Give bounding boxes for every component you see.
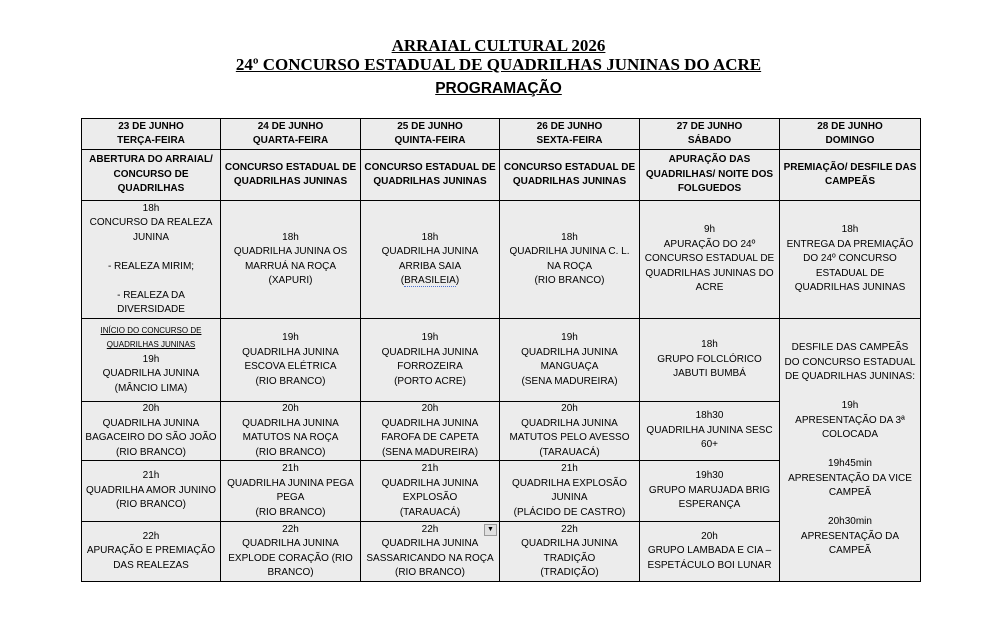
schedule-row bbox=[82, 201, 921, 319]
event-cell: 22h QUADRILHA JUNINA TRADIÇÃO (TRADIÇÃO) bbox=[500, 522, 640, 582]
day-header-23: 23 DE JUNHO TERÇA-FEIRA bbox=[82, 119, 221, 150]
event-cell: 19h QUADRILHA JUNINA MANGUAÇA (SENA MADUREIRA) bbox=[500, 319, 640, 402]
event-cell: 21h QUADRILHA AMOR JUNINO (RIO BRANCO) bbox=[82, 461, 221, 522]
event-cell: 20h GRUPO LAMBADA E CIA – ESPETÁCULO BOI LUNAR bbox=[640, 522, 780, 582]
event-cell: 20h QUADRILHA JUNINA FAROFA DE CAPETA (SENA MADUREIRA) bbox=[361, 402, 500, 461]
event-cell: 21h QUADRILHA JUNINA EXPLOSÃO (TARAUACÁ) bbox=[361, 461, 500, 522]
spellcheck-underlined-word: BRASILEIA bbox=[404, 275, 456, 286]
event-cell-parade: DESFILE DAS CAMPEÃS DO CONCURSO ESTADUAL DE QUADRILHAS JUNINAS: 19h APRESENTAÇÃO DA 3ª COLOCADA 19h45min APRESENTAÇÃO DA VICE CAMPEÃ 20h30min APRESENTAÇÃO DA CAMPEÃ bbox=[780, 319, 921, 582]
day-header-26: 26 DE JUNHO SEXTA-FEIRA bbox=[500, 119, 640, 150]
event-cell: 19h30 GRUPO MARUJADA BRIG ESPERANÇA bbox=[640, 461, 780, 522]
event-cell: 18h GRUPO FOLCLÓRICO JABUTI BUMBÁ bbox=[640, 319, 780, 402]
event-cell: 22h APURAÇÃO E PREMIAÇÃO DAS REALEZAS bbox=[82, 522, 221, 582]
programacao-heading: PROGRAMAÇÃO bbox=[435, 80, 562, 97]
theme-row bbox=[82, 150, 921, 201]
event-cell: ▼ 22h QUADRILHA JUNINA SASSARICANDO NA ROÇA (RIO BRANCO) bbox=[361, 522, 500, 582]
event-cell: 20h QUADRILHA JUNINA BAGACEIRO DO SÃO JOÃO (RIO BRANCO) bbox=[82, 402, 221, 461]
theme-24: CONCURSO ESTADUAL DE QUADRILHAS JUNINAS bbox=[221, 150, 361, 201]
event-cell: 20h QUADRILHA JUNINA MATUTOS NA ROÇA (RIO BRANCO) bbox=[221, 402, 361, 461]
day-header-28: 28 DE JUNHO DOMINGO bbox=[780, 119, 921, 150]
event-cell: 18h30 QUADRILHA JUNINA SESC 60+ bbox=[640, 402, 780, 461]
theme-28: PREMIAÇÃO/ DESFILE DAS CAMPEÃS bbox=[780, 150, 921, 201]
event-cell: 9h APURAÇÃO DO 24º CONCURSO ESTADUAL DE QUADRILHAS JUNINAS DO ACRE bbox=[640, 201, 780, 319]
theme-26: CONCURSO ESTADUAL DE QUADRILHAS JUNINAS bbox=[500, 150, 640, 201]
schedule-table bbox=[81, 118, 921, 582]
day-header-24: 24 DE JUNHO QUARTA-FEIRA bbox=[221, 119, 361, 150]
document-header bbox=[0, 36, 997, 99]
event-cell: 22h QUADRILHA JUNINA EXPLODE CORAÇÃO (RIO BRANCO) bbox=[221, 522, 361, 582]
event-cell: 21h QUADRILHA EXPLOSÃO JUNINA (PLÁCIDO DE CASTRO) bbox=[500, 461, 640, 522]
event-cell: 18h QUADRILHA JUNINA OS MARRUÁ NA ROÇA (XAPURI) bbox=[221, 201, 361, 319]
theme-25: CONCURSO ESTADUAL DE QUADRILHAS JUNINAS bbox=[361, 150, 500, 201]
event-cell: 19h QUADRILHA JUNINA ESCOVA ELÉTRICA (RIO BRANCO) bbox=[221, 319, 361, 402]
day-header-row bbox=[82, 119, 921, 150]
document-subtitle-contest: 24º CONCURSO ESTADUAL DE QUADRILHAS JUNINAS DO ACRE bbox=[235, 55, 762, 74]
document-title: ARRAIAL CULTURAL 2026 bbox=[391, 36, 606, 55]
event-cell: 21h QUADRILHA JUNINA PEGA PEGA (RIO BRANCO) bbox=[221, 461, 361, 522]
contest-start-note: INÍCIO DO CONCURSO DE QUADRILHAS JUNINAS bbox=[100, 325, 202, 350]
dropdown-arrow-icon[interactable]: ▼ bbox=[484, 524, 497, 536]
event-cell: 18h QUADRILHA JUNINA ARRIBA SAIA (BRASILEIA) bbox=[361, 201, 500, 319]
schedule-row bbox=[82, 319, 921, 402]
day-header-27: 27 DE JUNHO SÁBADO bbox=[640, 119, 780, 150]
event-cell: INÍCIO DO CONCURSO DE QUADRILHAS JUNINAS 19h QUADRILHA JUNINA (MÂNCIO LIMA) bbox=[82, 319, 221, 402]
theme-27: APURAÇÃO DAS QUADRILHAS/ NOITE DOS FOLGUEDOS bbox=[640, 150, 780, 201]
event-cell: 19h QUADRILHA JUNINA FORROZEIRA (PORTO ACRE) bbox=[361, 319, 500, 402]
theme-23: ABERTURA DO ARRAIAL/ CONCURSO DE QUADRILHAS bbox=[82, 150, 221, 201]
event-cell: 18h ENTREGA DA PREMIAÇÃO DO 24º CONCURSO ESTADUAL DE QUADRILHAS JUNINAS bbox=[780, 201, 921, 319]
event-cell: 18h CONCURSO DA REALEZA JUNINA - REALEZA MIRIM; - REALEZA DA DIVERSIDADE bbox=[82, 201, 221, 319]
event-cell: 20h QUADRILHA JUNINA MATUTOS PELO AVESSO (TARAUACÁ) bbox=[500, 402, 640, 461]
event-cell: 18h QUADRILHA JUNINA C. L. NA ROÇA (RIO BRANCO) bbox=[500, 201, 640, 319]
day-header-25: 25 DE JUNHO QUINTA-FEIRA bbox=[361, 119, 500, 150]
